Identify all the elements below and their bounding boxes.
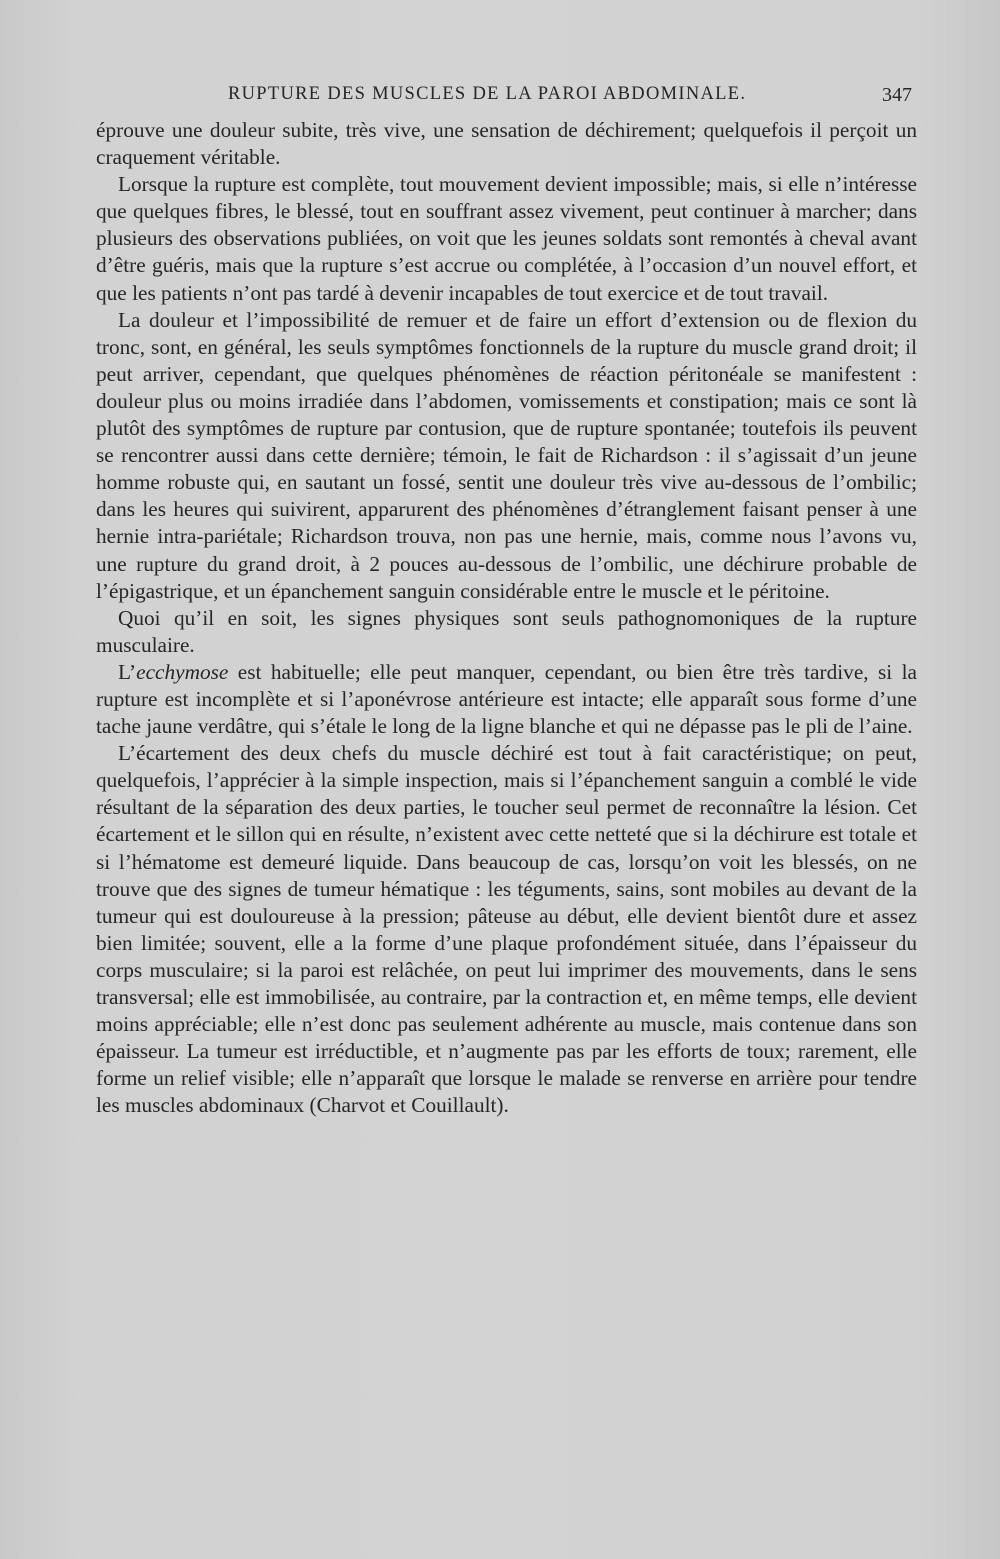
page-header [96, 84, 918, 114]
paragraph-4: Quoi qu’il en soit, les signes physiques sont seuls pathognomoniques de la rupture musculaire. [96, 605, 917, 657]
body-text [96, 117, 917, 1119]
paragraph-5-rest: est habituelle; elle peut manquer, cependant, ou bien être très tardive, si la rupture est incomplète et si l’aponévrose antérieure est intacte; elle apparaît sous forme d’une tache jaune verdâtre, qui s’étale le long de la ligne blanche et qui ne dépasse pas le pli de l’aine. [96, 659, 917, 739]
paragraph-6: L’écartement des deux chefs du muscle déchiré est tout à fait caractéristique; on peut, quelquefois, l’apprécier à la simple inspection, mais si l’épanchement sanguin a comblé le vide résultant de la séparation des deux parties, le toucher seul permet de reconnaître la lésion. Cet écartement et le sillon qui en résulte, n’existent avec cette netteté que si la déchirure est totale et si l’hématome est demeuré liquide. Dans beaucoup de cas, lorsqu’on voit les blessés, on ne trouve que des signes de tumeur hématique : les téguments, sains, sont mobiles au devant de la tumeur qui est douloureuse à la pression; pâteuse au début, elle devient bientôt dure et assez bien limitée; souvent, elle a la forme d’une plaque profondément située, dans l’épaisseur du corps musculaire; si la paroi est relâchée, on peut lui imprimer des mouvements, dans le sens transversal; elle est immobilisée, au contraire, par la contraction et, en même temps, elle devient moins appréciable; elle n’est donc pas seulement adhérente au muscle, mais contenue dans son épaisseur. La tumeur est irréductible, et n’augmente pas par les efforts de toux; rarement, elle forme un relief visible; elle n’apparaît que lorsque le malade se renverse en arrière pour tendre les muscles abdominaux (Charvot et Couillault). [96, 741, 917, 1118]
page-number: 347 [882, 84, 912, 106]
paragraph-3: La douleur et l’impossibilité de remuer et de faire un effort d’extension ou de flexion du tronc, sont, en général, les seuls symptômes fonctionnels de la rupture du muscle grand droit; il peut arriver, cependant, que quelques phénomènes de réaction péritonéale se manifestent : douleur plus ou moins irradiée dans l’abdomen, vomissements et constipation; mais ce sont là plutôt des symptômes de rupture par contusion, que de rupture spontanée; toutefois ils peuvent se rencontrer aussi dans cette dernière; témoin, le fait de Richardson : il s’agissait d’un jeune homme robuste qui, en sautant un fossé, sentit une douleur très vive au-dessous de l’ombilic; dans les heures qui suivirent, apparurent des phénomènes d’étranglement faisant penser à une hernie intra-pariétale; Richardson trouva, non pas une hernie, mais, comme nous l’avons vu, une rupture du grand droit, à 2 pouces au-dessous de l’ombilic, une déchirure probable de l’épigastrique, et un épanchement sanguin considérable entre le muscle et le péritoine. [96, 307, 917, 603]
paragraph-5 [96, 659, 917, 740]
italic-term: ecchymose [136, 659, 229, 684]
paragraph-5-prefix: L’ [118, 659, 137, 684]
paragraph-1: éprouve une douleur subite, très vive, une sensation de déchirement; quelquefois il perçoit un craquement véritable. [96, 118, 917, 170]
paragraph-2: Lorsque la rupture est complète, tout mouvement devient impossible; mais, si elle n’intéresse que quelques fibres, le blessé, tout en souffrant assez vivement, peut continuer à marcher; dans plusieurs des observations publiées, on voit que les jeunes soldats sont remontés à cheval avant d’être guéris, mais que la rupture s’est accrue ou complétée, à l’occasion d’un nouvel effort, et que les patients n’ont pas tardé à devenir incapables de tout exercice et de tout travail. [96, 172, 917, 305]
running-title: RUPTURE DES MUSCLES DE LA PAROI ABDOMINALE. [228, 84, 747, 104]
